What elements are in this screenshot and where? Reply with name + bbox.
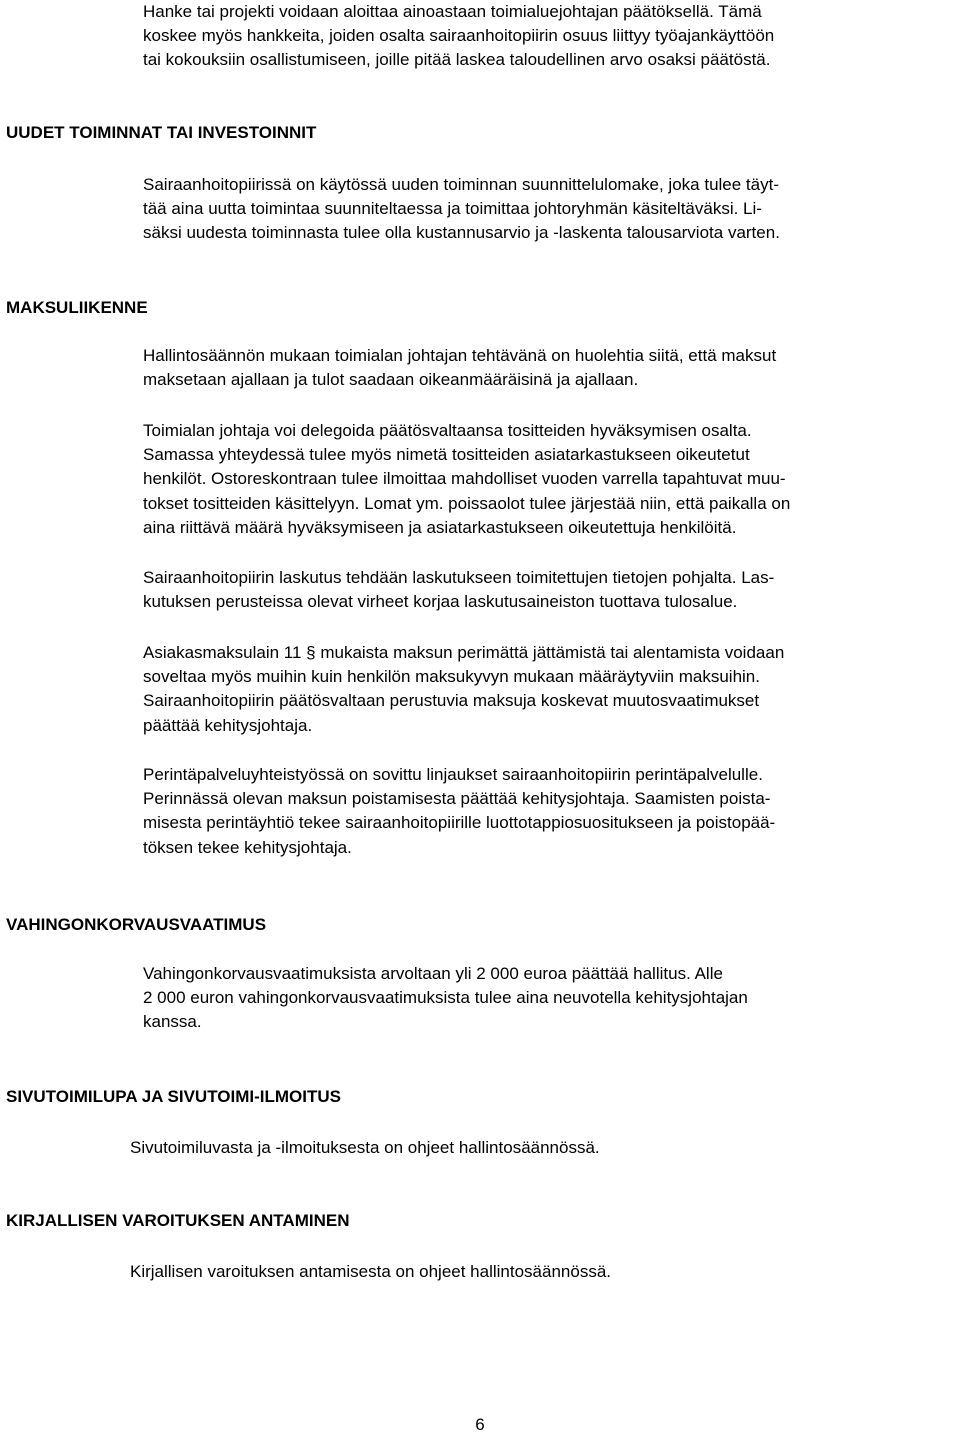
paragraph-line: Hallintosäännön mukaan toimialan johtajan tehtävänä on huolehtia siitä, että maksut xyxy=(143,346,777,365)
heading-kirjallisen-varoituksen-antaminen: KIRJALLISEN VAROITUKSEN ANTAMINEN xyxy=(6,1211,350,1230)
paragraph-line: töksen tekee kehitysjohtaja. xyxy=(143,837,352,857)
intro-line: koskee myös hankkeita, joiden osalta sairaanhoitopiirin osuus liittyy työajankäyttöön xyxy=(143,26,775,46)
intro-line: Hanke tai projekti voidaan aloittaa ainoastaan toimialuejohtajan päätöksellä. Tämä xyxy=(143,2,762,21)
uudet-line: Sairaanhoitopiirissä on käytössä uuden toiminnan suunnittelulomake, joka tulee täyt- xyxy=(143,175,779,194)
uudet-paragraph xyxy=(143,173,958,246)
maksuliikenne-paragraph-4 xyxy=(143,641,958,738)
intro-paragraph xyxy=(143,0,958,73)
maksuliikenne-paragraph-5 xyxy=(143,763,958,860)
intro-line: tai kokouksiin osallistumiseen, joille pitää laskea taloudellinen arvo osaksi päätöstä. xyxy=(143,50,771,70)
paragraph-line: aina riittävä määrä hyväksymiseen ja asiatarkastukseen oikeutettuja henkilöitä. xyxy=(143,517,737,537)
paragraph-line: Samassa yhteydessä tulee myös nimetä tositteiden asiatarkastukseen oikeutetut xyxy=(143,445,750,465)
vahingonkorvaus-paragraph xyxy=(143,962,958,1035)
heading-sivutoimilupa: SIVUTOIMILUPA JA SIVUTOIMI-ILMOITUS xyxy=(6,1087,341,1106)
paragraph-line: Sivutoimiluvasta ja -ilmoituksesta on ohjeet hallintosäännössä. xyxy=(130,1138,600,1157)
paragraph-line: soveltaa myös muihin kuin henkilön maksukyvyn mukaan määräytyviin maksuihin. xyxy=(143,667,760,687)
maksuliikenne-paragraph-2 xyxy=(143,419,958,540)
paragraph-line: Kirjallisen varoituksen antamisesta on ohjeet hallintosäännössä. xyxy=(130,1262,612,1281)
paragraph-line: Asiakasmaksulain 11 § mukaista maksun perimättä jättämistä tai alentamista voidaan xyxy=(143,643,785,662)
paragraph-line: 2 000 euron vahingonkorvausvaatimuksista tulee aina neuvotella kehitysjohtajan xyxy=(143,988,748,1008)
paragraph-line: Perinnässä olevan maksun poistamisesta päättää kehitysjohtaja. Saamisten poista- xyxy=(143,789,771,809)
maksuliikenne-paragraph-3 xyxy=(143,566,958,614)
varoitus-paragraph xyxy=(130,1260,945,1284)
paragraph-line: maksetaan ajallaan ja tulot saadaan oikeanmääräisinä ja ajallaan. xyxy=(143,370,639,390)
paragraph-line: Vahingonkorvausvaatimuksista arvoltaan yli 2 000 euroa päättää hallitus. Alle xyxy=(143,964,723,983)
paragraph-line: misesta perintäyhtiö tekee sairaanhoitopiirille luottotappiosuositukseen ja poistopää- xyxy=(143,813,776,833)
sivutoimi-paragraph xyxy=(130,1136,945,1160)
paragraph-line: Perintäpalveluyhteistyössä on sovittu linjaukset sairaanhoitopiirin perintäpalvelulle. xyxy=(143,765,763,784)
heading-maksuliikenne: MAKSULIIKENNE xyxy=(6,298,148,317)
paragraph-line: Sairaanhoitopiirin päätösvaltaan perustuvia maksuja koskevat muutosvaatimukset xyxy=(143,691,760,711)
heading-vahingonkorvausvaatimus: VAHINGONKORVAUSVAATIMUS xyxy=(6,915,267,934)
paragraph-line: Toimialan johtaja voi delegoida päätösvaltaansa tositteiden hyväksymisen osalta. xyxy=(143,421,752,440)
heading-uudet-toiminnat: UUDET TOIMINNAT TAI INVESTOINNIT xyxy=(6,123,317,142)
maksuliikenne-paragraph-1 xyxy=(143,344,958,392)
paragraph-line: päättää kehitysjohtaja. xyxy=(143,715,313,735)
paragraph-line: tokset tositteiden käsittelyyn. Lomat ym. poissaolot tulee järjestää niin, että paikalla on xyxy=(143,493,791,513)
uudet-line: säksi uudesta toiminnasta tulee olla kustannusarvio ja -laskenta talousarviota varten. xyxy=(143,223,780,243)
paragraph-line: Sairaanhoitopiirin laskutus tehdään laskutukseen toimitettujen tietojen pohjalta. Las- xyxy=(143,568,775,587)
page-number: 6 xyxy=(475,1415,485,1434)
paragraph-line: kanssa. xyxy=(143,1012,202,1032)
uudet-line: tää aina uutta toimintaa suunniteltaessa ja toimittaa johtoryhmän käsiteltäväksi. Li- xyxy=(143,199,762,219)
paragraph-line: kutuksen perusteissa olevat virheet korjaa laskutusaineiston tuottava tulosalue. xyxy=(143,592,738,612)
paragraph-line: henkilöt. Ostoreskontraan tulee ilmoittaa mahdolliset vuoden varrella tapahtuvat muu- xyxy=(143,469,786,489)
